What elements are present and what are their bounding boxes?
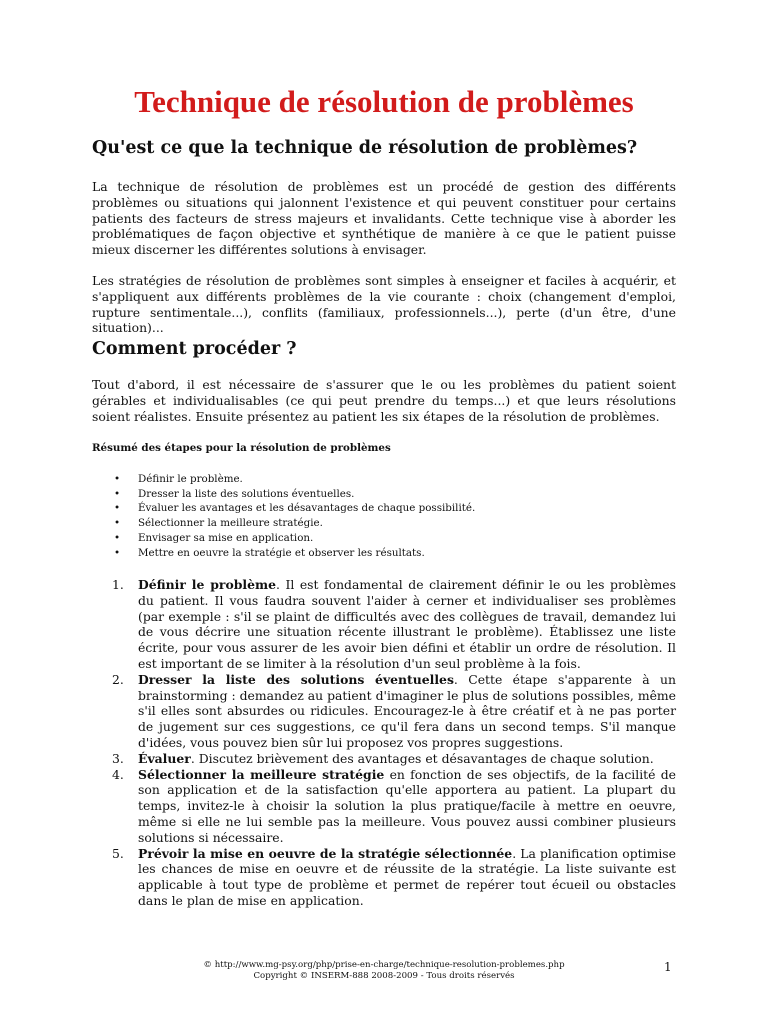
- step-number: 3.: [112, 750, 124, 766]
- page-footer: [0, 960, 768, 981]
- step-item: [92, 577, 676, 672]
- summary-item: • Dresser la liste des solutions éventuelles.: [92, 487, 475, 502]
- step-number: 1.: [112, 577, 124, 592]
- summary-item: • Évaluer les avantages et les désavantages de chaque possibilité.: [92, 501, 475, 516]
- step-text: . La planification optimise les chances de mise en oeuvre et de réussite de la stratégie. La liste suivante est applicable à tout type de problème et permet de repérer tout écueil ou obstacles dans le plan de mise en application.: [138, 845, 676, 908]
- summary-item: • Définir le problème.: [92, 472, 475, 487]
- summary-item: • Sélectionner la meilleure stratégie.: [92, 516, 475, 531]
- summary-item: • Mettre en oeuvre la stratégie et observer les résultats.: [92, 546, 475, 561]
- summary-list: [92, 472, 475, 560]
- step-heading: Dresser la liste des solutions éventuelles: [138, 671, 454, 687]
- step-text: . Il est fondamental de clairement définir le ou les problèmes du patient. Il vous faudra souvent l'aider à cerner et individualiser ses problèmes (par exemple : s'il se plaint de difficultés avec des collègues de travail, demandez lui de vous décrire une situation récente illustrant le problème). Établissez une liste écrite, pour vous assurer de les avoir bien défini et établir un ordre de résolution. Il est important de se limiter à la résolution d'un seul problème à la fois.: [138, 577, 677, 671]
- document-title: Technique de résolution de problèmes: [134, 84, 634, 119]
- step-item: [92, 751, 676, 767]
- paragraph-definition: La technique de résolution de problèmes est un procédé de gestion des différents problèmes ou situations qui jalonnent l'existence et qui peuvent constituer pour certains patients des facteurs de stress majeurs et invalidants. Cette technique vise à aborder les problématiques de façon objective et synthétique de manière à ce que le patient puisse mieux discerner les différentes solutions à envisager.: [92, 179, 676, 258]
- summary-title: Résumé des étapes pour la résolution de problèmes: [92, 442, 391, 454]
- step-number: 2.: [112, 671, 124, 687]
- steps-list: [92, 577, 676, 909]
- section-heading-how-to: Comment procéder ?: [92, 339, 297, 359]
- paragraph-strategies: Les stratégies de résolution de problèmes sont simples à enseigner et faciles à acquérir, et s'appliquent aux différents problèmes de la vie courante : choix (changement d'emploi, rupture sentimentale...), conflits (familiaux, professionnels...), perte (d'un être, d'une situation)...: [92, 273, 676, 336]
- step-text: . Cette étape s'apparente à un brainstorming : demandez au patient d'imaginer le plus de solutions possibles, même s'il elles sont absurdes ou ridicules. Encouragez-le à être créatif et à ne pas porter de jugement sur ces suggestions, ce qu'il fera dans un second temps. S'il manque d'idées, vous pouvez bien sûr lui proposez vos propres suggestions.: [138, 671, 676, 750]
- step-heading: Définir le problème: [138, 577, 276, 592]
- step-number: 5.: [112, 845, 124, 861]
- footer-url: © http://www.mg-psy.org/php/prise-en-charge/technique-resolution-problemes.php: [203, 960, 565, 970]
- step-item: [92, 846, 676, 909]
- page-number: 1: [664, 960, 672, 974]
- paragraph-first-steps: Tout d'abord, il est nécessaire de s'assurer que le ou les problèmes du patient soient gérables et individualisables (ce qui peut prendre du temps...) et que leurs résolutions soient réalistes. Ensuite présentez au patient les six étapes de la résolution de problèmes.: [92, 377, 676, 424]
- section-heading-what-is: Qu'est ce que la technique de résolution de problèmes?: [92, 138, 638, 158]
- step-heading: Sélectionner la meilleure stratégie: [138, 766, 385, 782]
- step-number: 4.: [112, 766, 124, 782]
- step-item: [92, 767, 676, 846]
- step-heading: Prévoir la mise en oeuvre de la stratégie sélectionnée: [138, 845, 513, 861]
- step-heading: Évaluer: [138, 750, 191, 766]
- summary-item: • Envisager sa mise en application.: [92, 531, 475, 546]
- step-text: . Discutez brièvement des avantages et désavantages de chaque solution.: [190, 750, 654, 766]
- step-text: en fonction de ses objectifs, de la facilité de son application et de la satisfaction qu'elle apportera au patient. La plupart du temps, invitez-le à choisir la solution la plus pratique/facile à mettre en oeuvre, même si elle ne lui semble pas la meilleure. Vous pouvez aussi combiner plusieurs solutions si nécessaire.: [138, 766, 676, 845]
- step-item: [92, 672, 676, 751]
- footer-copyright: Copyright © INSERM-888 2008-2009 - Tous droits réservés: [253, 970, 515, 981]
